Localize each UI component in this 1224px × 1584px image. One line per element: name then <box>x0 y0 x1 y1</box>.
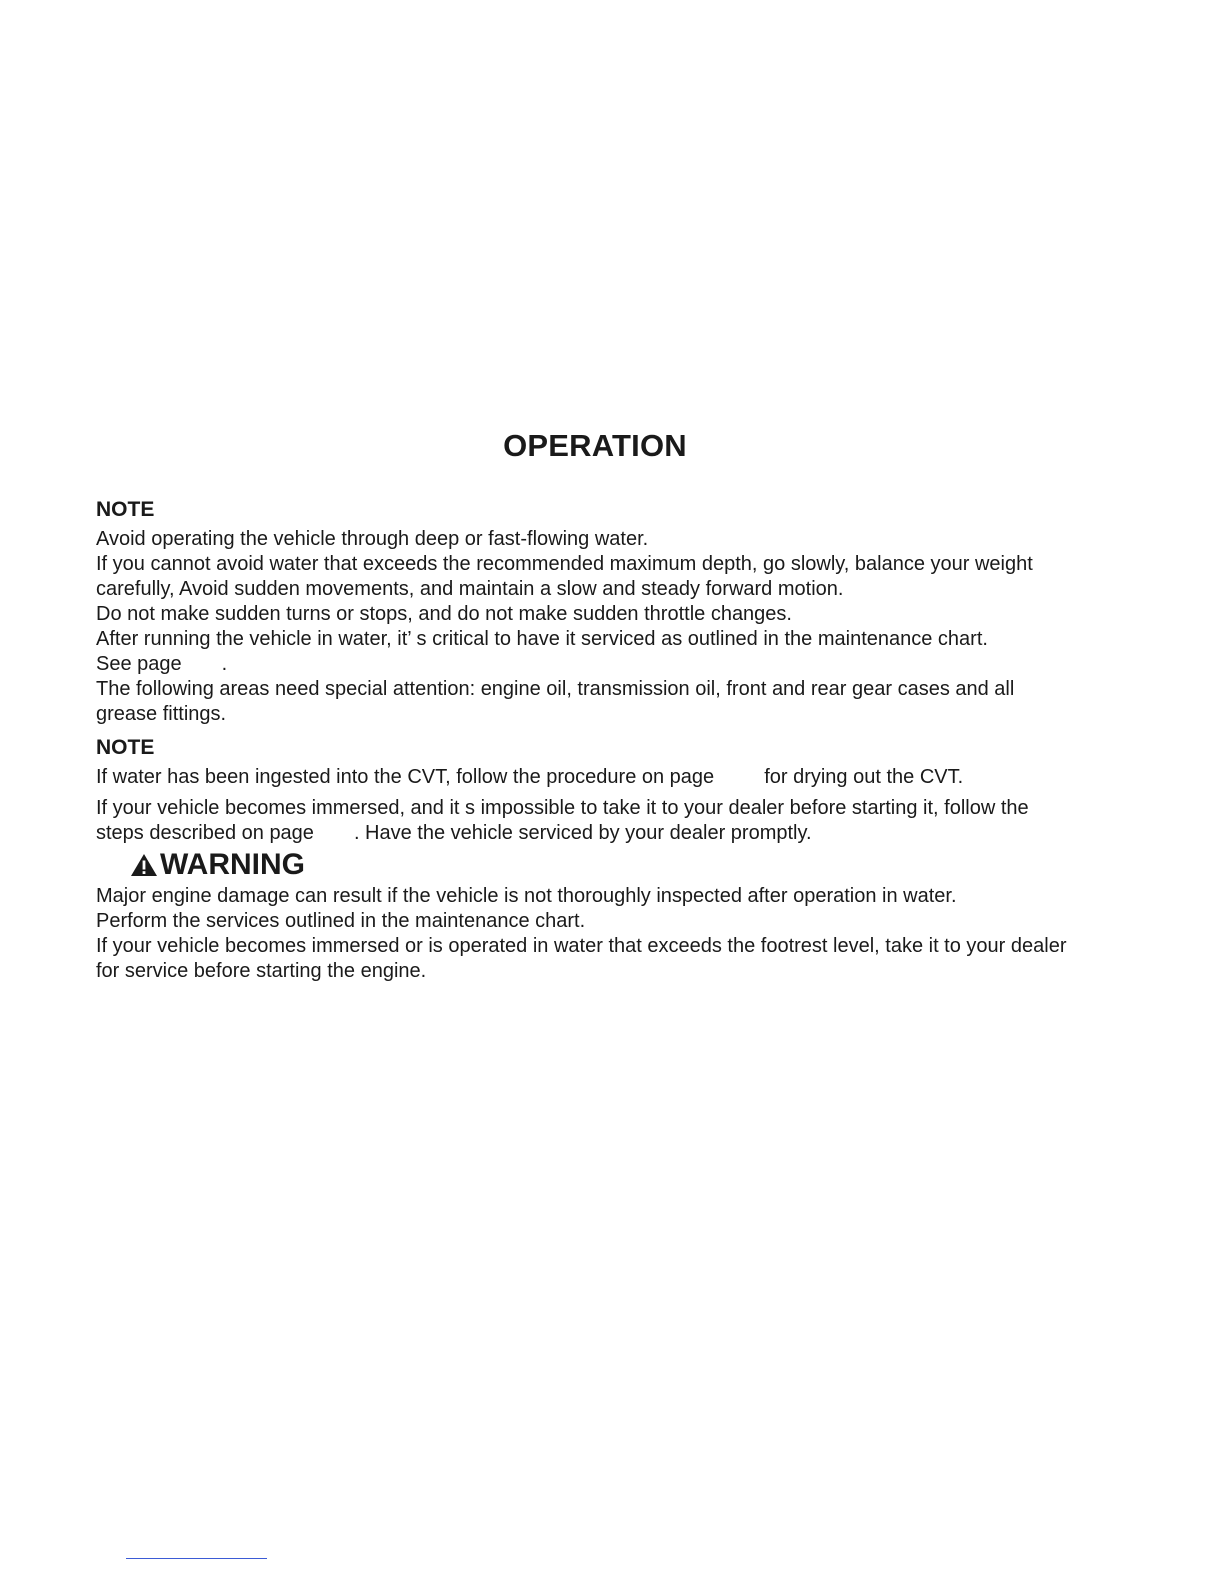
page-content <box>96 497 1076 984</box>
note-special-attention-text: The following areas need special attention: engine oil, transmission oil, front and rear gear cases and all grease fittings. <box>96 678 1015 725</box>
warning-engine-damage-text: Major engine damage can result if the vehicle is not thoroughly inspected after operation in water. <box>96 885 957 907</box>
immersed-steps-text: If your vehicle becomes immersed, and it s impossible to take it to your dealer before starting it, follow the steps described on page <box>96 797 1029 844</box>
cvt-drying-text: for drying out the CVT. <box>764 766 964 788</box>
warning-heading <box>130 848 1076 882</box>
warning-services-text: Perform the services outlined in the maintenance chart. <box>96 910 586 932</box>
warning-triangle-icon <box>130 853 158 877</box>
note-max-depth-text: If you cannot avoid water that exceeds the recommended maximum depth, go slowly, balance your weight carefully, Avoid sudden movements, and maintain a slow and steady forward motion. <box>96 553 1033 600</box>
page-title: OPERATION <box>503 428 687 463</box>
note-deep-water-text: Avoid operating the vehicle through deep or fast-flowing water. <box>96 528 649 550</box>
note-cvt-text <box>96 765 1076 790</box>
note-servicing-text: After running the vehicle in water, it’ s critical to have it serviced as outlined in the maintenance chart. <box>96 628 988 650</box>
footer-divider <box>126 1558 267 1559</box>
see-page-label: See page <box>96 653 182 675</box>
cvt-procedure-text: If water has been ingested into the CVT, follow the procedure on page <box>96 766 715 788</box>
see-page-period: . <box>221 653 228 675</box>
note-heading: NOTE <box>96 498 155 521</box>
warning-label: WARNING <box>160 848 305 881</box>
note-heading: NOTE <box>96 736 155 759</box>
note-see-page-text <box>96 652 1076 677</box>
warning-immersed-text: If your vehicle becomes immersed or is operated in water that exceeds the footrest level, take it to your dealer for service before starting the engine. <box>96 935 1067 982</box>
note-immersed-text <box>96 796 1076 846</box>
immersed-dealer-text: . Have the vehicle serviced by your dealer promptly. <box>353 822 812 844</box>
note-sudden-turns-text: Do not make sudden turns or stops, and do not make sudden throttle changes. <box>96 603 792 625</box>
